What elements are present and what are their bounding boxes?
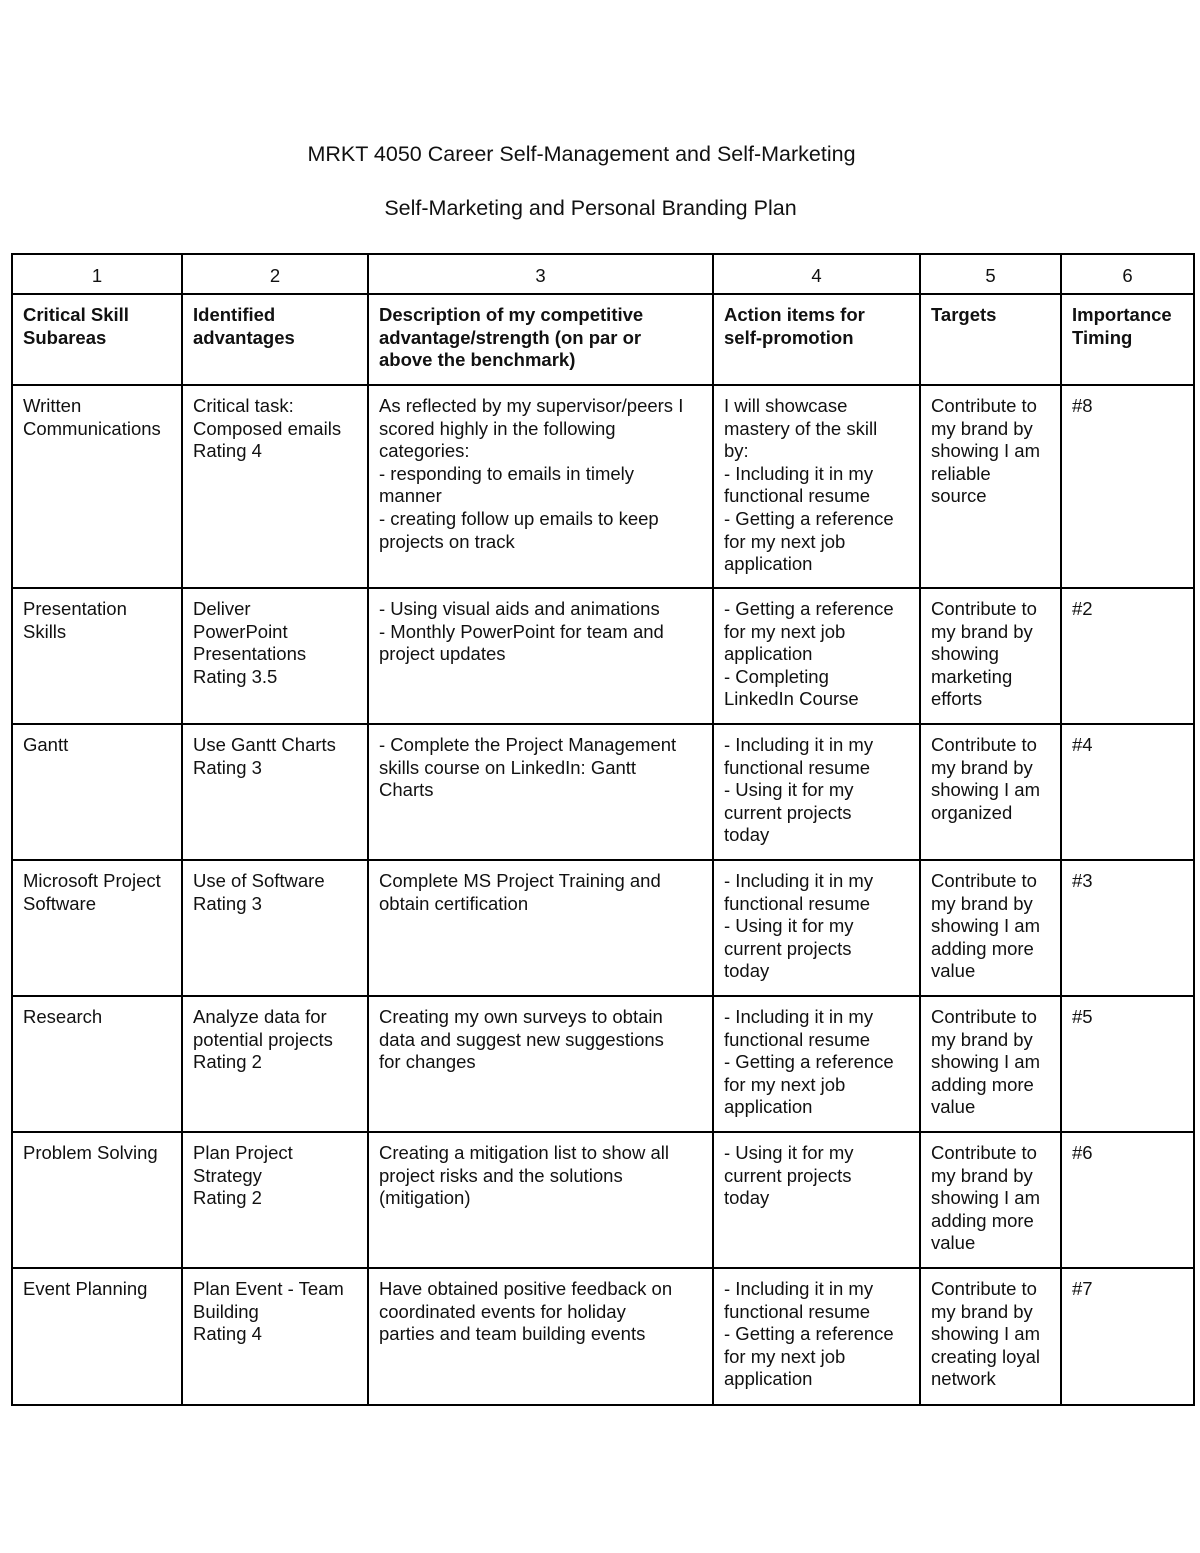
- cell-line: Importance: [1072, 304, 1172, 325]
- cell-line: current projects: [724, 937, 852, 959]
- cell-line: showing: [931, 643, 999, 665]
- cell-line: Creating a mitigation list to show all: [379, 1142, 669, 1163]
- importance-cell: #6: [1061, 1132, 1194, 1268]
- cell-line: my brand by: [931, 892, 1033, 914]
- description-cell: [368, 1268, 713, 1405]
- cell-line: reliable: [931, 462, 991, 484]
- cell-line: for my next job: [724, 530, 846, 552]
- cell-line: - Including it in my: [724, 870, 874, 891]
- cell-line: showing I am: [931, 779, 1040, 801]
- column-header-row: [12, 294, 1194, 385]
- cell-line: Gantt: [23, 734, 69, 755]
- description-cell: [368, 385, 713, 588]
- cell-line: - Getting a reference: [724, 598, 894, 619]
- cell-line: - Including it in my: [724, 462, 874, 484]
- cell-line: my brand by: [931, 1164, 1033, 1186]
- cell-line: application: [724, 643, 813, 665]
- description-cell: [368, 860, 713, 996]
- cell-line: parties and team building events: [379, 1323, 646, 1345]
- actions-cell: [713, 996, 920, 1132]
- advantages-cell: [182, 860, 368, 996]
- targets-cell: [920, 724, 1061, 860]
- cell-line: categories:: [379, 440, 470, 462]
- cell-line: Rating 2: [193, 1051, 262, 1073]
- cell-line: today: [724, 960, 770, 982]
- cell-line: Rating 4: [193, 440, 262, 462]
- cell-line: showing I am: [931, 1323, 1040, 1345]
- cell-line: projects on track: [379, 530, 515, 552]
- cell-line: mastery of the skill: [724, 417, 878, 439]
- cell-line: Charts: [379, 779, 434, 801]
- cell-line: Building: [193, 1300, 259, 1322]
- cell-line: application: [724, 1096, 813, 1118]
- cell-line: value: [931, 1096, 976, 1118]
- cell-line: adding more: [931, 937, 1034, 959]
- cell-line: Contribute to: [931, 870, 1037, 891]
- cell-line: functional resume: [724, 485, 871, 507]
- actions-cell: [713, 860, 920, 996]
- cell-line: my brand by: [931, 756, 1033, 778]
- advantages-cell: [182, 724, 368, 860]
- cell-line: scored highly in the following: [379, 417, 616, 439]
- targets-cell: [920, 860, 1061, 996]
- cell-line: - Including it in my: [724, 1006, 874, 1027]
- cell-line: showing I am: [931, 915, 1040, 937]
- cell-line: for my next job: [724, 1073, 846, 1095]
- cell-line: source: [931, 485, 987, 507]
- cell-line: data and suggest new suggestions: [379, 1028, 664, 1050]
- cell-line: PowerPoint: [193, 620, 288, 642]
- cell-line: Critical task:: [193, 395, 294, 416]
- targets-cell: [920, 588, 1061, 724]
- actions-cell: [713, 724, 920, 860]
- cell-line: - Completing: [724, 665, 829, 687]
- cell-line: my brand by: [931, 620, 1033, 642]
- cell-line: Use of Software: [193, 870, 325, 891]
- cell-line: my brand by: [931, 1300, 1033, 1322]
- table-row: [12, 860, 1194, 996]
- cell-line: showing I am: [931, 1051, 1040, 1073]
- cell-line: functional resume: [724, 1028, 871, 1050]
- advantages-cell: [182, 1268, 368, 1405]
- cell-line: Critical Skill: [23, 304, 129, 325]
- cell-line: As reflected by my supervisor/peers I: [379, 395, 684, 416]
- cell-line: obtain certification: [379, 892, 529, 914]
- header-critical-skill: [12, 294, 182, 385]
- cell-line: my brand by: [931, 417, 1033, 439]
- header-identified-advantages: [182, 294, 368, 385]
- cell-line: Rating 4: [193, 1323, 262, 1345]
- cell-line: for changes: [379, 1051, 476, 1073]
- targets-cell: [920, 996, 1061, 1132]
- cell-line: Complete MS Project Training and: [379, 870, 661, 891]
- importance-cell: #7: [1061, 1268, 1194, 1405]
- skill-cell: [12, 724, 182, 860]
- skill-cell: [12, 996, 182, 1132]
- cell-line: Plan Event - Team: [193, 1278, 344, 1299]
- cell-line: Contribute to: [931, 598, 1037, 619]
- skill-cell: [12, 1268, 182, 1405]
- cell-line: today: [724, 1187, 770, 1209]
- cell-line: Written: [23, 395, 82, 416]
- cell-line: Targets: [931, 304, 997, 325]
- targets-cell: [920, 1132, 1061, 1268]
- cell-line: application: [724, 1368, 813, 1390]
- cell-line: Rating 3: [193, 892, 262, 914]
- cell-line: Have obtained positive feedback on: [379, 1278, 673, 1299]
- cell-line: functional resume: [724, 892, 871, 914]
- cell-line: Contribute to: [931, 395, 1037, 416]
- cell-line: - Monthly PowerPoint for team and: [379, 620, 664, 642]
- cell-line: coordinated events for holiday: [379, 1300, 626, 1322]
- cell-line: for my next job: [724, 620, 846, 642]
- description-cell: [368, 1132, 713, 1268]
- cell-line: manner: [379, 485, 442, 507]
- skill-cell: [12, 588, 182, 724]
- targets-cell: [920, 1268, 1061, 1405]
- cell-line: marketing: [931, 665, 1013, 687]
- cell-line: skills course on LinkedIn: Gantt: [379, 756, 637, 778]
- actions-cell: [713, 1132, 920, 1268]
- cell-line: Contribute to: [931, 1278, 1037, 1299]
- table-row: [12, 588, 1194, 724]
- description-cell: [368, 588, 713, 724]
- cell-line: - Getting a reference: [724, 1323, 894, 1345]
- cell-line: Event Planning: [23, 1278, 148, 1299]
- description-cell: [368, 996, 713, 1132]
- cell-line: current projects: [724, 801, 852, 823]
- column-number: 6: [1061, 254, 1194, 294]
- importance-cell: #4: [1061, 724, 1194, 860]
- cell-line: today: [724, 824, 770, 846]
- cell-line: showing I am: [931, 440, 1040, 462]
- document-title: MRKT 4050 Career Self-Management and Self-Marketing: [307, 142, 856, 166]
- actions-cell: [713, 588, 920, 724]
- cell-line: organized: [931, 801, 1013, 823]
- cell-line: I will showcase: [724, 395, 848, 416]
- cell-line: advantage/strength (on par or: [379, 326, 642, 348]
- header-description: [368, 294, 713, 385]
- cell-line: Rating 2: [193, 1187, 262, 1209]
- column-number: 4: [713, 254, 920, 294]
- cell-line: by:: [724, 440, 749, 462]
- cell-line: - responding to emails in timely: [379, 462, 634, 484]
- table-row: [12, 996, 1194, 1132]
- header-targets: [920, 294, 1061, 385]
- cell-line: Microsoft Project: [23, 870, 161, 891]
- cell-line: Description of my competitive: [379, 304, 644, 325]
- cell-line: - Including it in my: [724, 1278, 874, 1299]
- column-number: 3: [368, 254, 713, 294]
- cell-line: Deliver: [193, 598, 251, 619]
- cell-line: creating loyal: [931, 1345, 1041, 1367]
- cell-line: Composed emails: [193, 417, 342, 439]
- cell-line: - Using it for my: [724, 915, 854, 937]
- cell-line: LinkedIn Course: [724, 688, 859, 710]
- cell-line: project risks and the solutions: [379, 1164, 623, 1186]
- cell-line: Research: [23, 1006, 103, 1027]
- header-action-items: [713, 294, 920, 385]
- advantages-cell: [182, 1132, 368, 1268]
- cell-line: Rating 3.5: [193, 665, 278, 687]
- cell-line: - creating follow up emails to keep: [379, 507, 659, 529]
- description-cell: [368, 724, 713, 860]
- header-importance-timing: [1061, 294, 1194, 385]
- cell-line: Strategy: [193, 1164, 262, 1186]
- advantages-cell: [182, 385, 368, 588]
- column-number-row: [12, 254, 1194, 294]
- table-row: [12, 724, 1194, 860]
- cell-line: Subareas: [23, 326, 107, 348]
- cell-line: showing I am: [931, 1187, 1040, 1209]
- advantages-cell: [182, 996, 368, 1132]
- cell-line: Presentations: [193, 643, 307, 665]
- cell-line: network: [931, 1368, 996, 1390]
- importance-cell: #5: [1061, 996, 1194, 1132]
- cell-line: value: [931, 1232, 976, 1254]
- cell-line: - Using it for my: [724, 779, 854, 801]
- cell-line: Creating my own surveys to obtain: [379, 1006, 663, 1027]
- cell-line: current projects: [724, 1164, 852, 1186]
- cell-line: Contribute to: [931, 1006, 1037, 1027]
- branding-plan-table: [11, 253, 1195, 1406]
- table-row: [12, 1268, 1194, 1405]
- cell-line: Communications: [23, 417, 161, 439]
- actions-cell: [713, 1268, 920, 1405]
- cell-line: Action items for: [724, 304, 865, 325]
- cell-line: for my next job: [724, 1345, 846, 1367]
- advantages-cell: [182, 588, 368, 724]
- skill-cell: [12, 860, 182, 996]
- cell-line: Problem Solving: [23, 1142, 158, 1163]
- table-row: [12, 385, 1194, 588]
- cell-line: adding more: [931, 1209, 1034, 1231]
- cell-line: - Using it for my: [724, 1142, 854, 1163]
- importance-cell: #3: [1061, 860, 1194, 996]
- cell-line: functional resume: [724, 756, 871, 778]
- cell-line: Timing: [1072, 326, 1133, 348]
- cell-line: advantages: [193, 326, 295, 348]
- column-number: 5: [920, 254, 1061, 294]
- cell-line: - Getting a reference: [724, 507, 894, 529]
- cell-line: value: [931, 960, 976, 982]
- cell-line: Contribute to: [931, 1142, 1037, 1163]
- actions-cell: [713, 385, 920, 588]
- cell-line: Contribute to: [931, 734, 1037, 755]
- column-number: 1: [12, 254, 182, 294]
- cell-line: Use Gantt Charts: [193, 734, 336, 755]
- cell-line: (mitigation): [379, 1187, 471, 1209]
- cell-line: application: [724, 553, 813, 575]
- cell-line: Presentation: [23, 598, 127, 619]
- cell-line: Rating 3: [193, 756, 262, 778]
- cell-line: project updates: [379, 643, 506, 665]
- targets-cell: [920, 385, 1061, 588]
- cell-line: Software: [23, 892, 97, 914]
- cell-line: functional resume: [724, 1300, 871, 1322]
- importance-cell: #2: [1061, 588, 1194, 724]
- cell-line: adding more: [931, 1073, 1034, 1095]
- cell-line: self-promotion: [724, 326, 854, 348]
- skill-cell: [12, 1132, 182, 1268]
- cell-line: Plan Project: [193, 1142, 293, 1163]
- cell-line: my brand by: [931, 1028, 1033, 1050]
- cell-line: above the benchmark): [379, 349, 576, 371]
- cell-line: Skills: [23, 620, 67, 642]
- column-number: 2: [182, 254, 368, 294]
- cell-line: potential projects: [193, 1028, 333, 1050]
- cell-line: - Complete the Project Management: [379, 734, 677, 755]
- document-subtitle: Self-Marketing and Personal Branding Plan: [384, 196, 797, 220]
- table-row: [12, 1132, 1194, 1268]
- cell-line: - Including it in my: [724, 734, 874, 755]
- cell-line: efforts: [931, 688, 983, 710]
- importance-cell: #8: [1061, 385, 1194, 588]
- skill-cell: [12, 385, 182, 588]
- cell-line: Identified: [193, 304, 276, 325]
- cell-line: Analyze data for: [193, 1006, 327, 1027]
- cell-line: - Using visual aids and animations: [379, 598, 660, 619]
- cell-line: - Getting a reference: [724, 1051, 894, 1073]
